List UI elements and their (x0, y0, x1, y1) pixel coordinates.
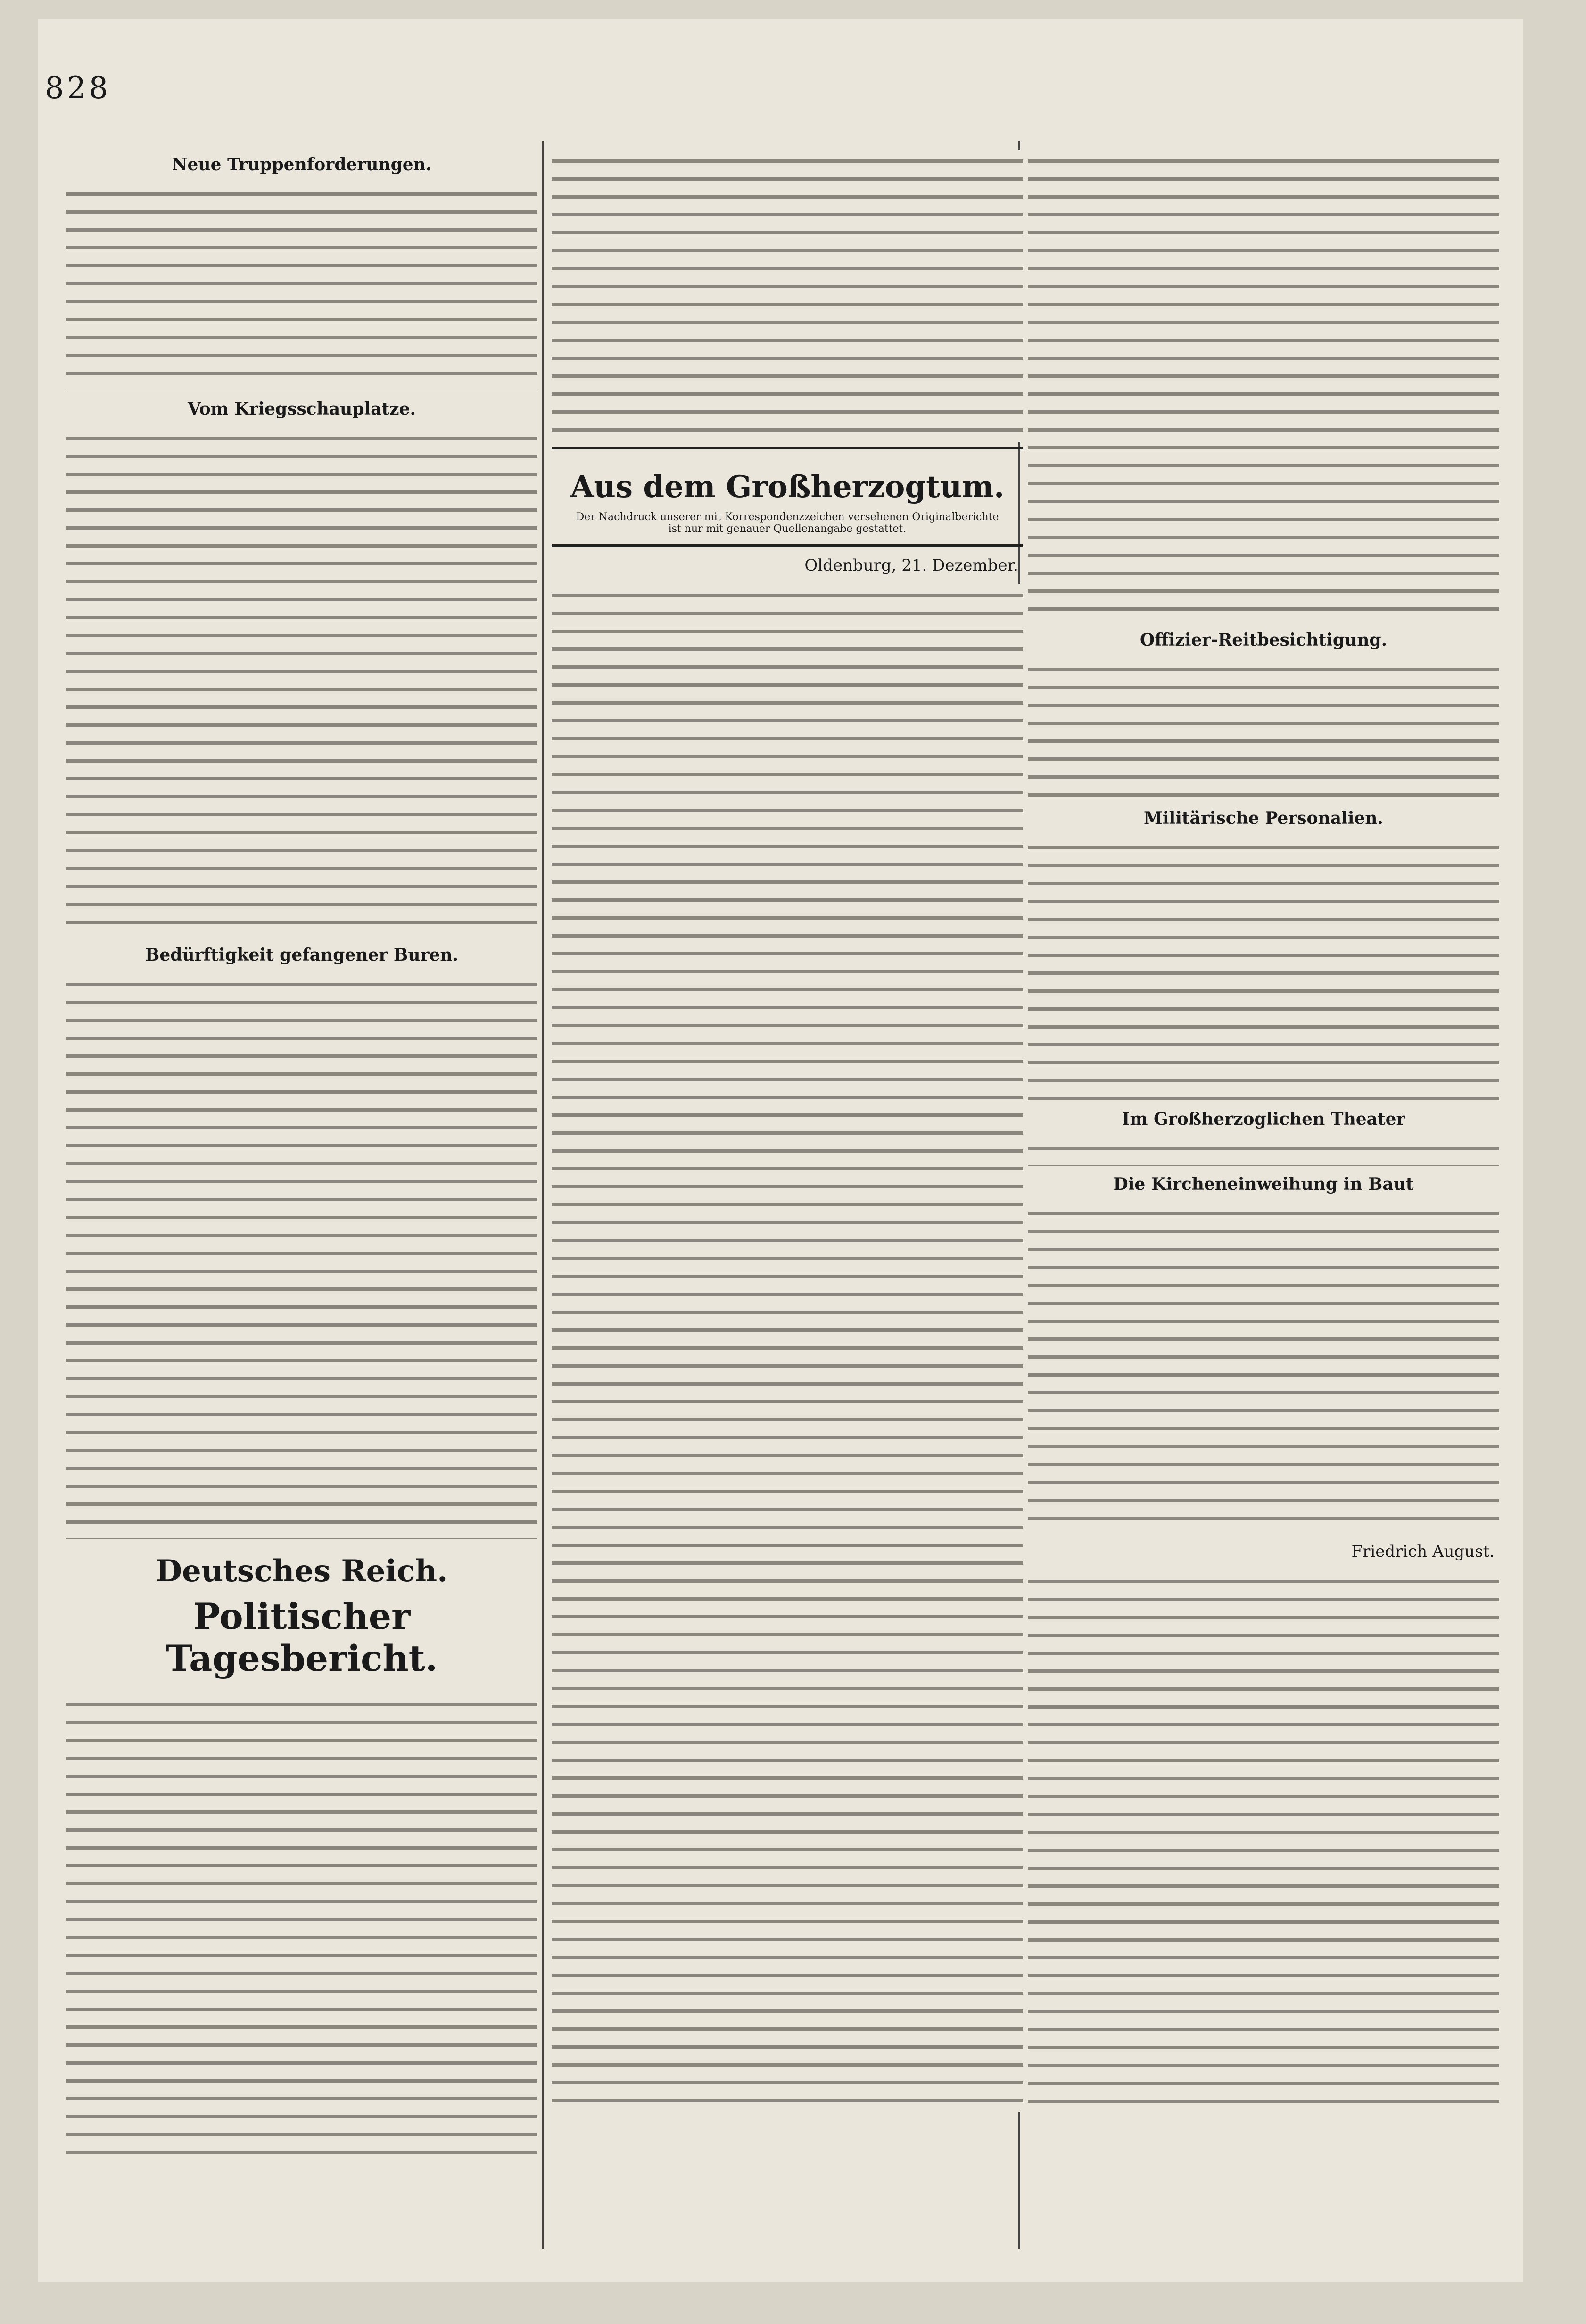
banner-note: Der Nachdruck unserer mit Korrespondenzzeichen versehenen Originalberichte ist nur mit genauer Quellenangabe gestattet. (576, 511, 999, 535)
article-body (1028, 1570, 1499, 2117)
dateline: Oldenburg, 21. Dezember. (804, 556, 1018, 575)
middle-column (552, 146, 1023, 2116)
article-heading: Die Kircheneinweihung in Baut (1113, 1174, 1414, 1194)
article-body (1028, 150, 1499, 622)
column-rule (542, 141, 544, 2249)
article-body (1028, 1137, 1499, 1166)
article-body (552, 150, 1023, 442)
article-body (66, 1693, 537, 2165)
article-heading: Bedürftigkeit gefangener Buren. (145, 945, 459, 965)
article-body (66, 183, 537, 390)
section-heading: Deutsches Reich. (156, 1553, 448, 1589)
article-body (552, 584, 1023, 2112)
article-body (1028, 658, 1499, 800)
article-heading: Vom Kriegsschauplatze. (187, 399, 416, 419)
signature: Friedrich August. (1351, 1542, 1495, 1561)
article-body (66, 427, 537, 937)
banner-title: Aus dem Großherzogtum. (570, 469, 1005, 505)
section-banner (552, 447, 1023, 547)
article-heading: Neue Truppenforderungen. (172, 155, 432, 174)
article-body (1028, 837, 1499, 1101)
article-body (1028, 1203, 1499, 1533)
left-column (66, 146, 537, 2169)
article-heading: Offizier-Reitbesichtigung. (1140, 630, 1388, 650)
article-heading: Im Großherzoglichen Theater (1122, 1109, 1405, 1129)
page-number: 828 (45, 71, 111, 106)
right-column (1028, 146, 1499, 2121)
article-body (66, 973, 537, 1539)
section-title: Politischer Tagesbericht. (165, 1595, 438, 1679)
article-heading: Militärische Personalien. (1144, 808, 1383, 828)
